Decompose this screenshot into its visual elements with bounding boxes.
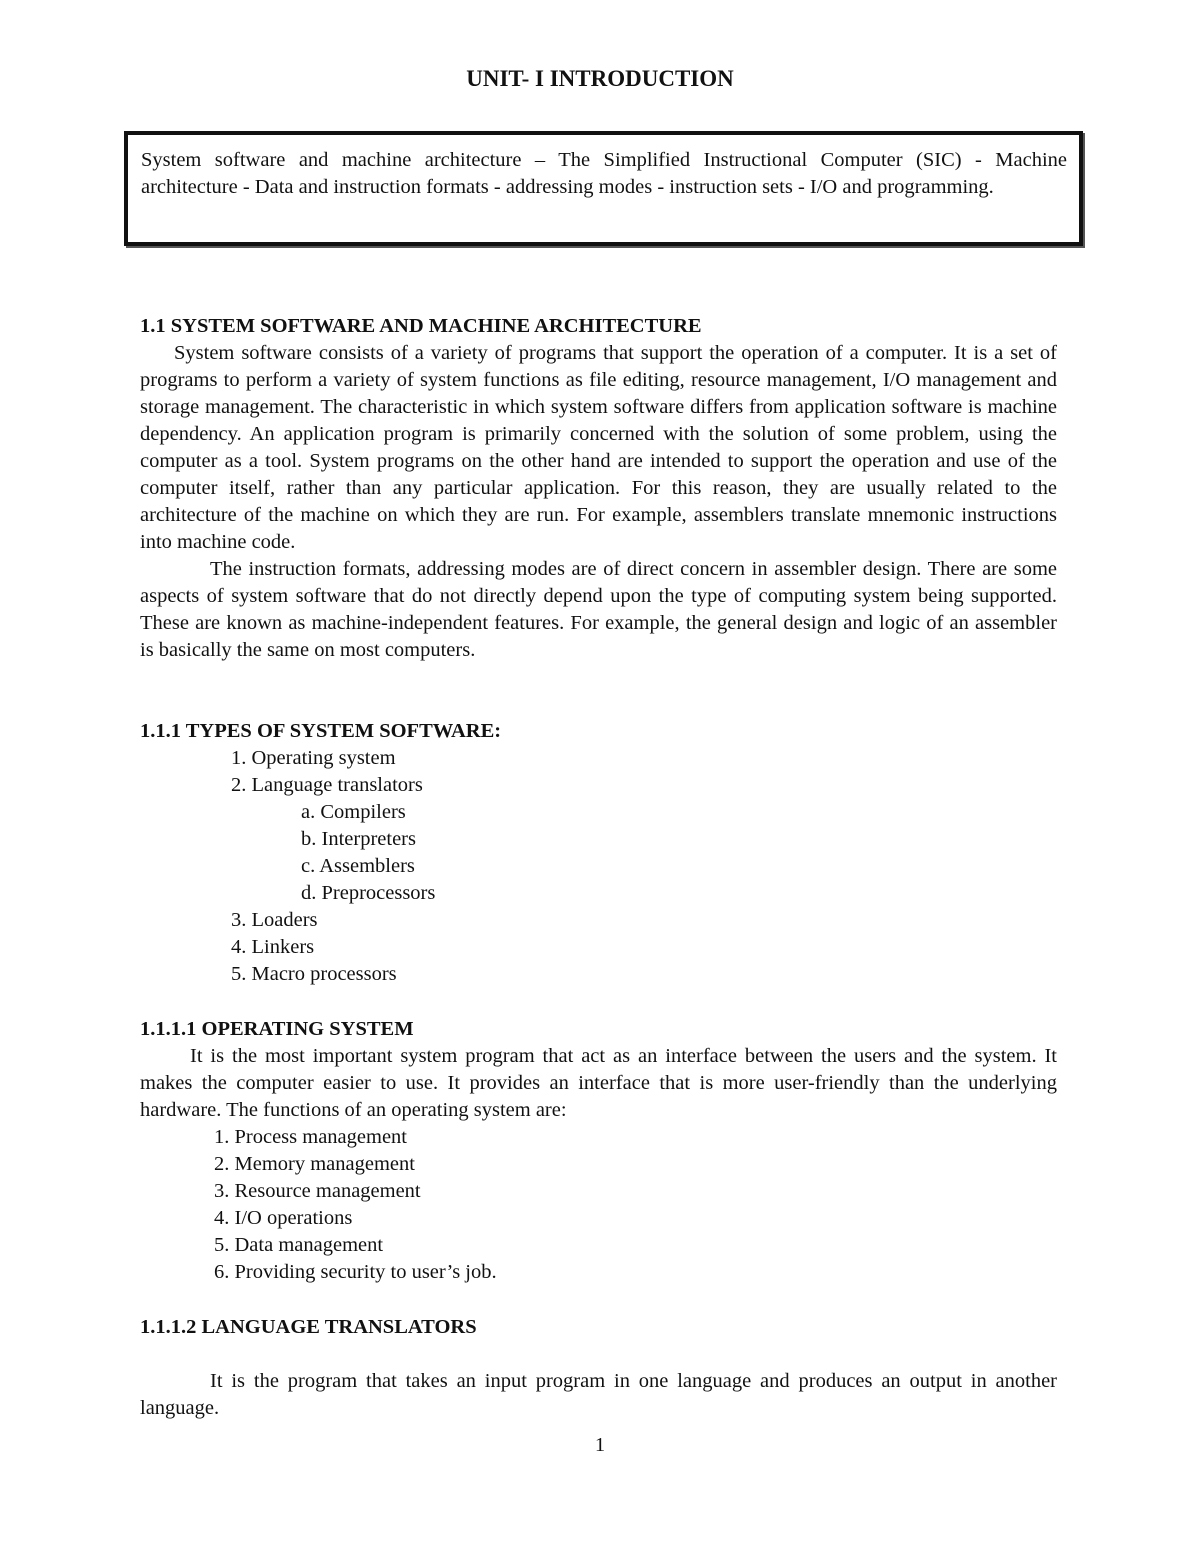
list-item: 4. I/O operations [214, 1207, 353, 1229]
types-list [140, 745, 1057, 988]
section-heading: 1.1.1.2 LANGUAGE TRANSLATORS [140, 1316, 477, 1338]
list-item: 3. Resource management [214, 1180, 421, 1202]
unit-summary-text: System software and machine architecture – The Simplified Instructional Computer (SIC) - Machine architecture - Data and instruction formats - addressing modes - instruction sets - I/O and programming. [141, 149, 1067, 198]
list-item: 1. Operating system [231, 747, 396, 769]
section-heading: 1.1.1.1 OPERATING SYSTEM [140, 1018, 414, 1040]
paragraph: System software consists of a variety of programs that support the operation of a computer. It is a set of programs to perform a variety of system functions as file editing, resource management, I/O management and storage management. The characteristic in which system software differs from application software is machine dependency. An application program is primarily concerned with the solution of some problem, using the computer as a tool. System programs on the other hand are intended to support the operation and use of the computer itself, rather than any particular application. For this reason, they are usually related to the architecture of the machine on which they are run. For example, assemblers translate mnemonic instructions into machine code. [140, 342, 1057, 553]
unit-summary-box [124, 131, 1083, 246]
list-item: 2. Memory management [214, 1153, 415, 1175]
list-item: 3. Loaders [231, 909, 318, 931]
page-number: 1 [594, 1434, 606, 1456]
list-item: 4. Linkers [231, 936, 315, 958]
list-item: 5. Data management [214, 1234, 384, 1256]
paragraph: It is the program that takes an input program in one language and produces an output in another language. [140, 1370, 1057, 1419]
paragraph: It is the most important system program that act as an interface between the users and the system. It makes the computer easier to use. It provides an interface that is more user-friendly than the underlying hardware. The functions of an operating system are: [140, 1045, 1057, 1121]
sub-list-item: d. Preprocessors [301, 882, 436, 904]
list-item: 1. Process management [214, 1126, 407, 1148]
sub-list-item: b. Interpreters [301, 828, 416, 850]
section-language-translators [140, 1314, 1057, 1422]
section-system-software [140, 313, 1057, 664]
sub-list-item: a. Compilers [301, 801, 406, 823]
list-item: 2. Language translators [231, 774, 423, 796]
section-operating-system [140, 1016, 1057, 1286]
paragraph: The instruction formats, addressing modes are of direct concern in assembler design. There are some aspects of system software that do not directly depend upon the type of computing system being supported. These are known as machine-independent features. For example, the general design and logic of an assembler is basically the same on most computers. [140, 558, 1057, 661]
page-title: UNIT- I INTRODUCTION [466, 66, 734, 91]
list-item: 5. Macro processors [231, 963, 397, 985]
section-heading: 1.1.1 TYPES OF SYSTEM SOFTWARE: [140, 720, 502, 742]
os-functions-list [140, 1124, 1057, 1286]
sub-list-item: c. Assemblers [301, 855, 415, 877]
section-types-of-system-software [140, 718, 1057, 988]
section-heading: 1.1 SYSTEM SOFTWARE AND MACHINE ARCHITECTURE [140, 315, 702, 337]
list-item: 6. Providing security to user’s job. [214, 1261, 497, 1283]
